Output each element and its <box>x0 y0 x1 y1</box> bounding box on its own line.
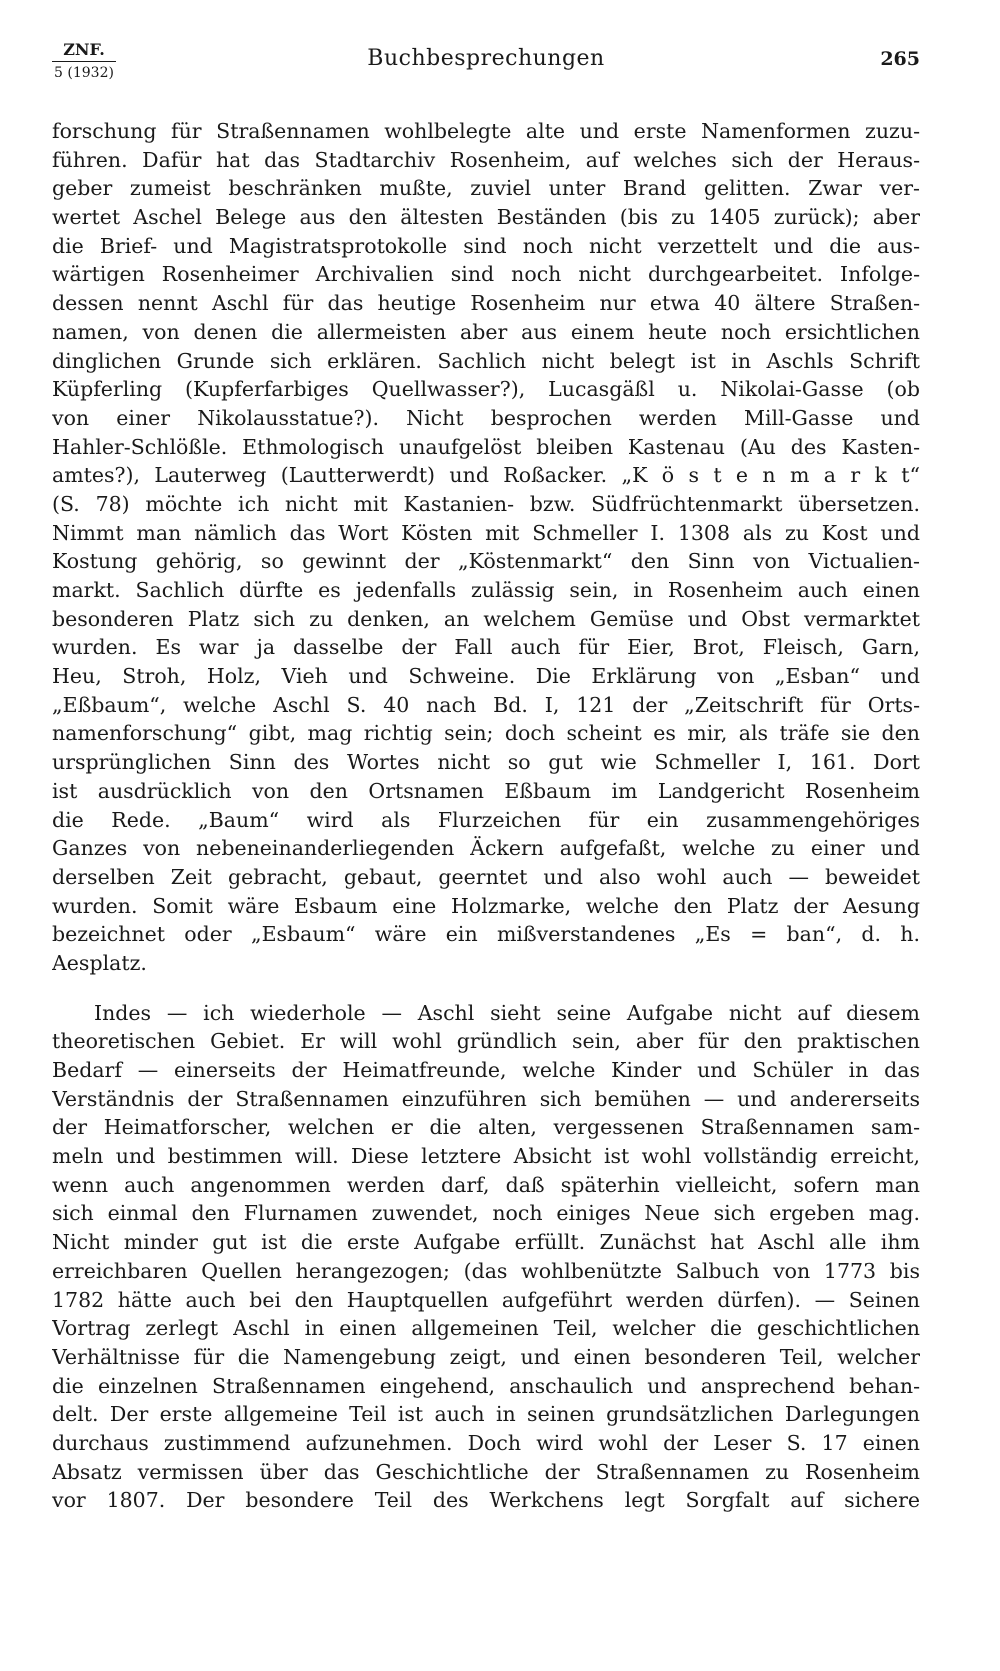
text-line: forschung für Straßennamen wohlbelegte alte und erste Namenformen zuzu- <box>52 119 920 143</box>
text-line: Aesplatz. <box>52 950 147 975</box>
text-line: Bedarf — einerseits der Heimatfreunde, welche Kinder und Schüler in das <box>52 1058 920 1082</box>
text-line: Hahler-Schlößle. Ethmologisch unaufgelöst bleiben Kastenau (Au des Kasten- <box>52 434 920 459</box>
text-line: der Heimatforscher, welchen er die alten, vergessenen Straßennamen sam- <box>52 1115 920 1140</box>
text-line: ist ausdrücklich von den Ortsnamen Eßbaum im Landgericht Rosenheim <box>52 778 920 803</box>
paragraph-2 <box>52 999 920 1515</box>
text-line: dessen nennt Aschl für das heutige Rosenheim nur etwa 40 ältere Straßen- <box>52 291 920 316</box>
text-line: Absatz vermissen über das Geschichtliche der Straßennamen zu Rosenheim <box>52 1459 920 1484</box>
text-line: erreichbaren Quellen herangezogen; (das wohlbenützte Salbuch von 1773 bis <box>52 1258 920 1283</box>
text-line: Küpferling (Kupferfarbiges Quellwasser?), Lucasgäßl u. Nikolai-Gasse (ob <box>52 377 920 402</box>
body-text <box>52 117 920 1515</box>
paragraph-gap <box>52 978 920 999</box>
text-line: sich einmal den Flurnamen zuwendet, noch einiges Neue sich ergeben mag. <box>52 1201 920 1226</box>
text-line: „Eßbaum“, welche Aschl S. 40 nach Bd. I, 121 der „Zeitschrift für Orts- <box>52 692 920 717</box>
text-line: ursprünglichen Sinn des Wortes nicht so gut wie Schmeller I, 161. Dort <box>52 750 920 775</box>
text-line: meln und bestimmen will. Diese letztere Absicht ist wohl vollständig erreicht, <box>52 1144 920 1169</box>
text-line: 1782 hätte auch bei den Hauptquellen aufgeführt werden dürfen). — Seinen <box>52 1287 920 1312</box>
text-line: von einer Nikolausstatue?). Nicht besprochen werden Mill-Gasse und <box>52 405 920 430</box>
text-line: Verständnis der Straßennamen einzuführen sich bemühen — und andererseits <box>52 1086 920 1111</box>
text-line: derselben Zeit gebracht, gebaut, geerntet und also wohl auch — beweidet <box>52 864 920 889</box>
text-line: geber zumeist beschränken mußte, zuviel unter Brand gelitten. Zwar ver- <box>52 176 920 201</box>
journal-volume: 5 (1932) <box>54 65 114 81</box>
text-line: wurden. Es war ja dasselbe der Fall auch für Eier, Brot, Fleisch, Garn, <box>52 635 920 660</box>
text-line: wenn auch angenommen werden darf, daß späterhin vielleicht, sofern man <box>52 1172 920 1197</box>
text-line: (S. 78) möchte ich nicht mit Kastanien- bzw. Südfrüchtenmarkt übersetzen. <box>52 491 920 516</box>
text-line: namen, von denen die allermeisten aber aus einem heute noch ersichtlichen <box>52 319 920 344</box>
text-line: wertet Aschel Belege aus den ältesten Beständen (bis zu 1405 zurück); aber <box>52 205 920 230</box>
text-line: Heu, Stroh, Holz, Vieh und Schweine. Die Erklärung von „Esban“ und <box>52 664 920 689</box>
text-line: Kostung gehörig, so gewinnt der „Köstenmarkt“ den Sinn von Victualien- <box>52 549 920 574</box>
paragraph-1 <box>52 117 920 978</box>
text-line: dinglichen Grunde sich erklären. Sachlich nicht belegt ist in Aschls Schrift <box>52 348 920 373</box>
text-line: namenforschung“ gibt, mag richtig sein; doch scheint es mir, als träfe sie den <box>52 721 920 746</box>
text-line: theoretischen Gebiet. Er will wohl gründlich sein, aber für den praktischen <box>52 1029 920 1054</box>
text-line: markt. Sachlich dürfte es jedenfalls zulässig sein, in Rosenheim auch einen <box>52 578 920 602</box>
text-line: delt. Der erste allgemeine Teil ist auch in seinen grundsätzlichen Darlegungen <box>52 1402 920 1427</box>
text-line: Nicht minder gut ist die erste Aufgabe erfüllt. Zunächst hat Aschl alle ihm <box>52 1230 920 1255</box>
text-line: besonderen Platz sich zu denken, an welchem Gemüse und Obst vermarktet <box>52 606 920 631</box>
text-line: Ganzes von nebeneinanderliegenden Äckern aufgefaßt, welche zu einer und <box>52 836 920 861</box>
text-line: wärtigen Rosenheimer Archivalien sind noch nicht durchgearbeitet. Infolge- <box>52 262 920 287</box>
text-line: Nimmt man nämlich das Wort Kösten mit Schmeller I. 1308 als zu Kost und <box>52 520 920 545</box>
running-title: Buchbesprechungen <box>367 46 605 71</box>
page-header <box>52 40 920 90</box>
page-number: 265 <box>880 48 920 70</box>
text-line: die einzelnen Straßennamen eingehend, anschaulich und ansprechend behan- <box>52 1373 920 1398</box>
text-line: wurden. Somit wäre Esbaum eine Holzmarke, welche den Platz der Aesung <box>52 893 920 918</box>
text-line: amtes?), Lauterweg (Lautterwerdt) und Roßacker. „K ö s t e n m a r k t“ <box>52 463 920 488</box>
text-line: führen. Dafür hat das Stadtarchiv Rosenheim, auf welches sich der Heraus- <box>52 147 920 172</box>
text-line: durchaus zustimmend aufzunehmen. Doch wird wohl der Leser S. 17 einen <box>52 1430 920 1455</box>
text-line: vor 1807. Der besondere Teil des Werkchens legt Sorgfalt auf sichere <box>52 1488 920 1513</box>
text-line: Indes — ich wiederhole — Aschl sieht seine Aufgabe nicht auf diesem <box>94 1000 920 1025</box>
journal-abbreviation: ZNF. <box>52 40 116 62</box>
text-line: die Rede. „Baum“ wird als Flurzeichen für ein zusammengehöriges <box>52 807 920 832</box>
text-line: Verhältnisse für die Namengebung zeigt, und einen besonderen Teil, welcher <box>52 1344 920 1369</box>
text-line: bezeichnet oder „Esbaum“ wäre ein mißverstandenes „Es = ban“, d. h. <box>52 922 920 947</box>
text-line: die Brief- und Magistratsprotokolle sind noch nicht verzettelt und die aus- <box>52 233 920 258</box>
text-line: Vortrag zerlegt Aschl in einen allgemeinen Teil, welcher die geschichtlichen <box>52 1316 920 1341</box>
